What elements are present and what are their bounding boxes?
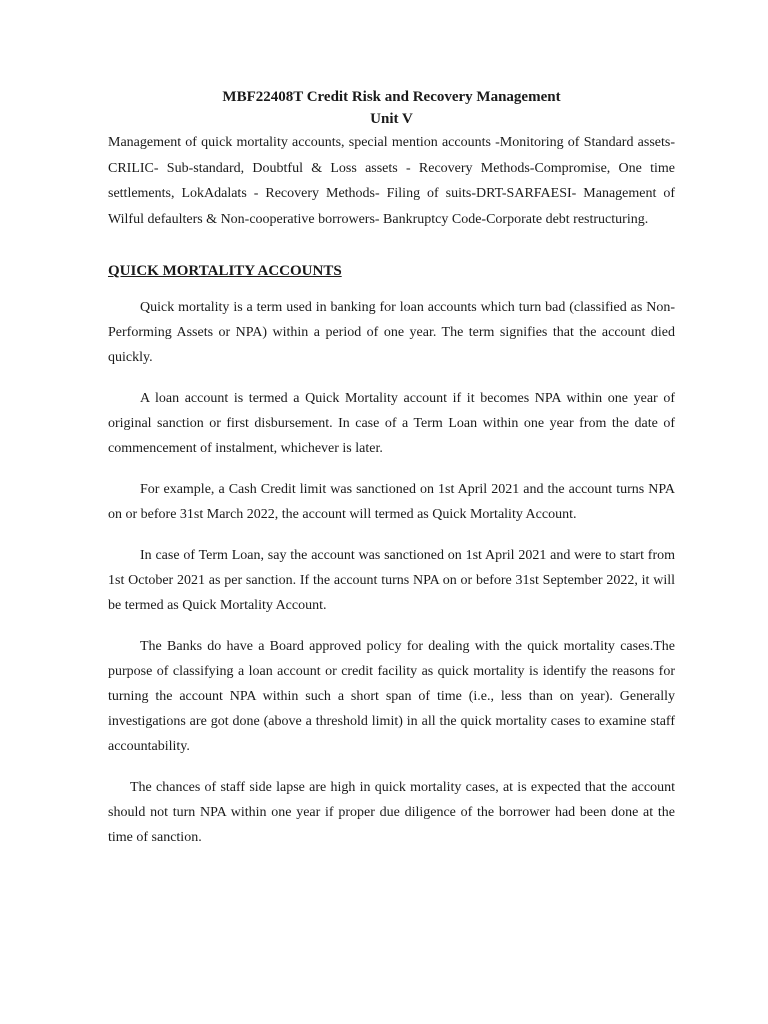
paragraph: The Banks do have a Board approved policy for dealing with the quick mortality cases.The purpose of classifying a loan account or credit facility as quick mortality is identify the reasons for turning the account NPA within such a short span of time (i.e., less than on year). Generally investigations are got done (above a threshold limit) in all the quick mortality cases to examine staff accountability. xyxy=(108,639,675,754)
paragraph: The chances of staff side lapse are high in quick mortality cases, at is expected that the account should not turn NPA within one year if proper due diligence of the borrower had been done at the time of sanction. xyxy=(108,780,675,845)
paragraph: Quick mortality is a term used in banking for loan accounts which turn bad (classified as Non-Performing Assets or NPA) within a period of one year. The term signifies that the account died quickly. xyxy=(108,300,675,365)
paragraph: A loan account is termed a Quick Mortality account if it becomes NPA within one year of original sanction or first disbursement. In case of a Term Loan within one year from the date of commencement of instalment, whichever is later. xyxy=(108,391,675,456)
document-subtitle: Unit V xyxy=(370,111,413,127)
document-page xyxy=(108,86,675,850)
document-title: MBF22408T Credit Risk and Recovery Management xyxy=(222,89,561,105)
section-heading: QUICK MORTALITY ACCOUNTS xyxy=(108,263,342,279)
paragraph: In case of Term Loan, say the account was sanctioned on 1st April 2021 and were to start from 1st October 2021 as per sanction. If the account turns NPA on or before 31st September 2022, it will be termed as Quick Mortality Account. xyxy=(108,548,675,613)
syllabus-text: Management of quick mortality accounts, special mention accounts -Monitoring of Standard assets- CRILIC- Sub-standard, Doubtful & Loss assets - Recovery Methods-Compromise, One time settlements, LokAdalats - Recovery Methods- Filing of suits-DRT-SARFAESI- Management of Wilful defaulters & Non-cooperative borrowers- Bankruptcy Code-Corporate debt restructuring. xyxy=(108,135,675,227)
paragraph: For example, a Cash Credit limit was sanctioned on 1st April 2021 and the account turns NPA on or before 31st March 2022, the account will termed as Quick Mortality Account. xyxy=(108,482,675,522)
